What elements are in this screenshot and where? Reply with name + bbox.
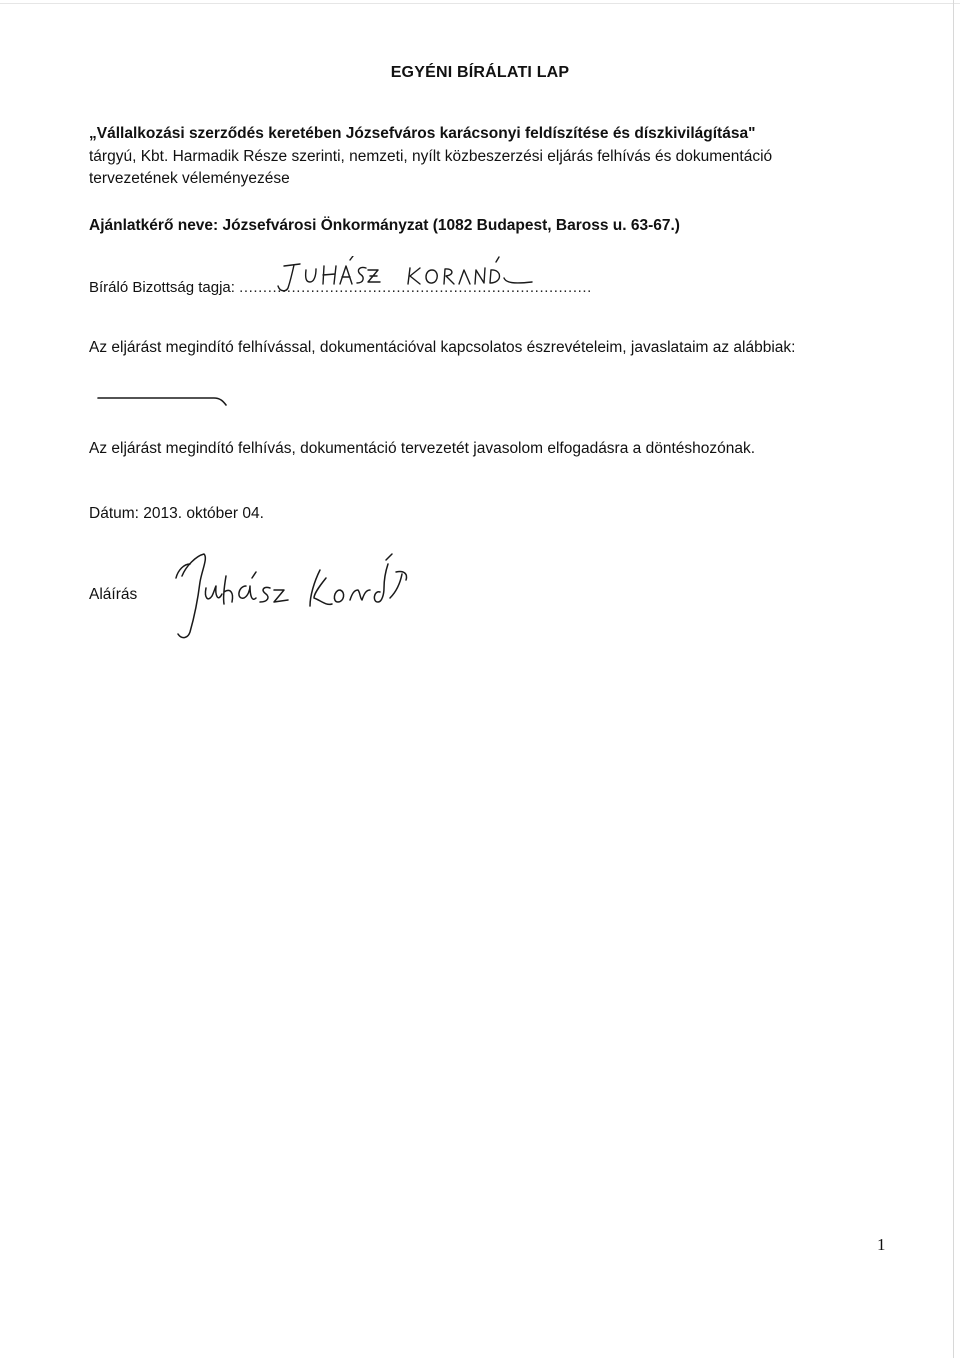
document-date: Dátum: 2013. október 04. [89, 505, 264, 522]
requester-name: Ajánlatkérő neve: Józsefvárosi Önkormányzat (1082 Budapest, Baross u. 63-67.) [89, 217, 680, 234]
hand-drawn-dash-icon [96, 393, 228, 407]
reviewer-dotted-line: .......................................................................... [239, 279, 592, 296]
signature-label: Aláírás [89, 586, 138, 603]
page-number: 1 [877, 1235, 886, 1254]
signature-icon [160, 548, 430, 648]
subject-line-2: tárgyú, Kbt. Harmadik Része szerinti, nemzeti, nyílt közbeszerzési eljárás felhívás és dokumentáció [89, 148, 773, 165]
page-top-edge [0, 3, 960, 4]
subject-line-3: tervezetének véleményezése [89, 170, 290, 187]
page-right-edge [953, 0, 954, 1358]
subject-line-1: „Vállalkozási szerződés keretében Józsefváros karácsonyi feldíszítése és díszkivilágítása" [89, 125, 756, 142]
recommendation-text: Az eljárást megindító felhívás, dokumentáció tervezetét javasolom elfogadásra a döntéshozónak. [89, 440, 756, 457]
comments-intro: Az eljárást megindító felhívással, dokumentációval kapcsolatos észrevételeim, javaslataim az alábbiak: [89, 339, 796, 356]
reviewer-signature-icon [270, 256, 570, 296]
document-title: EGYÉNI BÍRÁLATI LAP [390, 64, 570, 81]
reviewer-label: Bíráló Bizottság tagja: [89, 279, 235, 296]
